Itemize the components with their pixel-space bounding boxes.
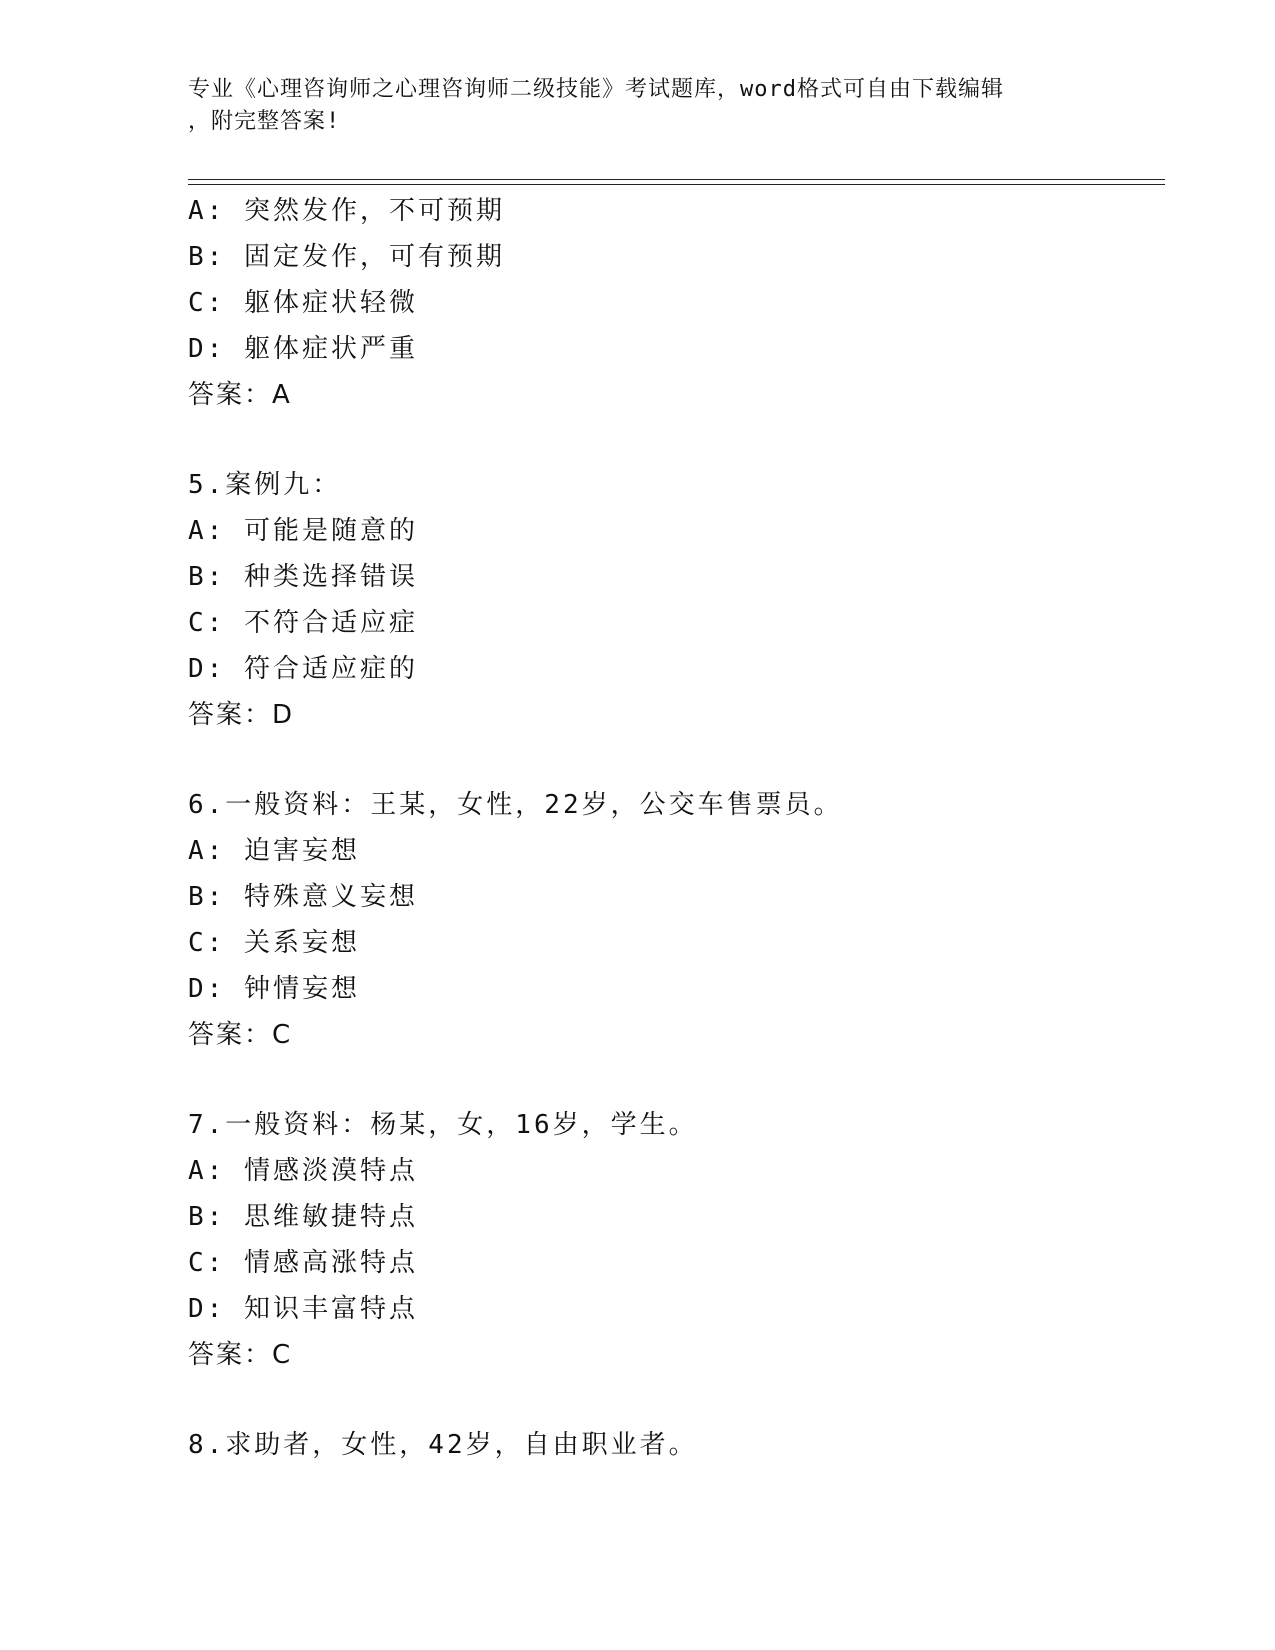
header-line-1: 专业《心理咨询师之心理咨询师二级技能》考试题库，word格式可自由下载编辑	[188, 77, 1004, 102]
option-b: B: 种类选择错误	[188, 562, 418, 592]
header-line-2: ，附完整答案!	[188, 109, 341, 134]
question-block	[188, 1102, 1148, 1378]
document-header	[188, 74, 1088, 138]
option-c: C: 关系妄想	[188, 928, 360, 958]
option-d: D: 知识丰富特点	[188, 1294, 418, 1324]
option-c: C: 不符合适应症	[188, 608, 418, 638]
option-d: D: 符合适应症的	[188, 654, 418, 684]
question-list	[188, 188, 1148, 1468]
option-a: A: 迫害妄想	[188, 836, 360, 866]
question-text: 6.一般资料：王某，女性，22岁，公交车售票员。	[188, 790, 843, 820]
option-a: A: 情感淡漠特点	[188, 1156, 418, 1186]
question-block	[188, 1422, 1148, 1468]
header-divider-bottom	[188, 184, 1165, 185]
question-block	[188, 462, 1148, 738]
option-a: A: 可能是随意的	[188, 516, 418, 546]
option-a: A: 突然发作，不可预期	[188, 196, 505, 226]
question-block	[188, 782, 1148, 1058]
header-divider-top	[188, 179, 1165, 180]
question-text: 5.案例九：	[188, 470, 342, 500]
answer-line: 答案：A	[188, 380, 292, 410]
answer-line: 答案：C	[188, 1340, 293, 1370]
option-c: C: 躯体症状轻微	[188, 288, 418, 318]
option-b: B: 固定发作，可有预期	[188, 242, 505, 272]
option-c: C: 情感高涨特点	[188, 1248, 418, 1278]
option-b: B: 思维敏捷特点	[188, 1202, 418, 1232]
question-block	[188, 188, 1148, 418]
question-text: 7.一般资料：杨某，女，16岁，学生。	[188, 1110, 698, 1140]
answer-line: 答案：D	[188, 700, 295, 730]
option-d: D: 躯体症状严重	[188, 334, 418, 364]
answer-line: 答案：C	[188, 1020, 293, 1050]
option-b: B: 特殊意义妄想	[188, 882, 418, 912]
option-d: D: 钟情妄想	[188, 974, 360, 1004]
question-text: 8.求助者，女性，42岁，自由职业者。	[188, 1430, 698, 1460]
